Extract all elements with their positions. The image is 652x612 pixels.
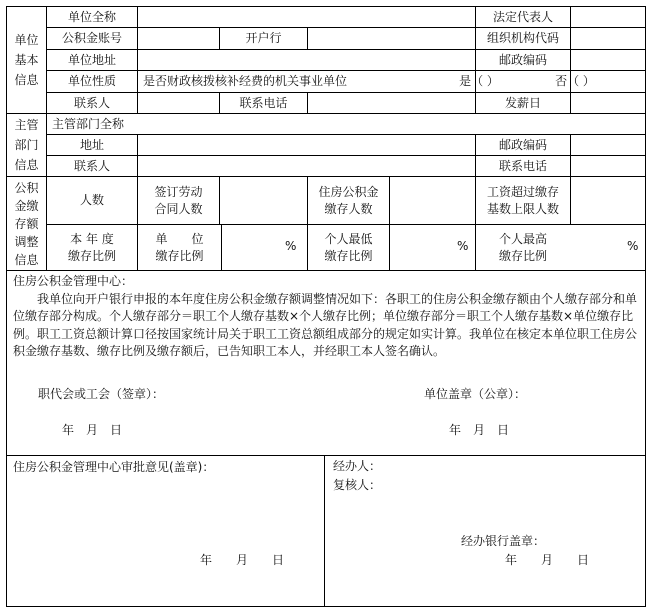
section-label-line: 部门 [14,138,39,152]
handler-label: 经办人： [333,459,382,473]
contract-count-field[interactable] [220,177,307,224]
declaration-addressee: 住房公积金管理中心： [13,274,134,288]
unit-address-label: 单位地址 [67,52,116,67]
authority-address-field[interactable] [138,135,475,155]
fund-account-label: 公积金账号 [61,31,122,45]
border-bottom [6,606,646,607]
label-line: 缴存人数 [324,201,373,216]
authority-section-label [7,114,46,176]
authority-contact-field[interactable] [138,156,475,176]
label-line: 合同人数 [154,201,203,216]
authority-contact-label: 联系人 [73,158,110,173]
union-date[interactable]: 年 月 日 [62,423,123,437]
rule [324,455,325,606]
contact-label: 联系人 [73,95,110,110]
personal-min-rate-label [308,225,389,270]
unit-seal-label: 单位盖章（公章）： [424,387,527,401]
bank-seal-date[interactable]: 年 月 日 [505,553,590,567]
label-line: 缴存比例 [324,248,373,263]
authority-name-label: 主管部门全称 [52,116,125,131]
section-label-line: 信息 [14,158,39,172]
depositor-count-field[interactable] [390,177,475,224]
rule [6,270,645,271]
label-line: 缴存比例 [498,248,547,263]
section-label-line: 单位 [14,33,39,47]
fiscal-no-option[interactable]: 否（ ） [555,74,595,88]
unit-rate-label [138,225,221,270]
label-line: 个人最高 [498,231,547,246]
fiscal-question: 是否财政核拨核补经费的机关事业单位 [143,74,348,88]
annual-rate-label [47,225,137,270]
fund-account-field[interactable] [138,28,219,49]
personal-min-percent: % [457,239,469,253]
declaration-text [13,273,639,361]
org-code-field[interactable] [571,28,645,49]
label-line: 缴存比例 [155,248,204,263]
label-line: 基数上限人数 [486,201,559,216]
border-right [645,6,646,607]
postcode-field[interactable] [571,50,645,70]
phone-field[interactable] [308,93,475,113]
over-cap-count-label [476,177,570,224]
label-line: 个人最低 [324,231,373,246]
unit-info-section-label [7,7,46,113]
reviewer-label: 复核人： [333,478,382,492]
section-label-line: 信息 [14,252,39,267]
bank-field[interactable] [308,28,475,49]
authority-phone-label: 联系电话 [498,158,547,173]
authority-phone-field[interactable] [571,156,645,176]
bank-label: 开户行 [245,31,282,45]
personal-max-rate-label [476,225,570,270]
label-line: 单 位 [155,231,204,246]
center-approval-label: 住房公积金管理中心审批意见(盖章)： [13,460,215,474]
label-line: 缴存比例 [67,248,116,263]
label-line: 本 年 度 [70,231,114,246]
union-signature-label: 职代会或工会（签章）： [38,387,165,401]
center-approval-date[interactable]: 年 月 日 [200,553,285,567]
adjustment-section-label [7,177,46,270]
depositor-count-label [308,177,389,224]
authority-postcode-field[interactable] [571,135,645,155]
unit-rate-percent: % [285,239,297,253]
postcode-label: 邮政编码 [498,52,547,67]
section-label-line: 基本 [14,53,39,67]
phone-label: 联系电话 [239,95,288,110]
authority-address-label: 地址 [79,137,104,152]
section-label-line: 存额 [14,216,39,231]
unit-seal-date[interactable]: 年 月 日 [449,423,510,437]
org-code-label: 组织机构代码 [486,31,559,45]
section-label-line: 调整 [14,234,39,249]
legal-rep-label: 法定代表人 [492,9,553,24]
section-label-line: 主管 [14,118,39,132]
section-label-line: 信息 [14,73,39,87]
over-cap-count-field[interactable] [571,177,645,224]
bank-seal-label: 经办银行盖章： [461,534,546,548]
contact-field[interactable] [138,93,219,113]
personal-max-percent: % [627,239,639,253]
unit-address-field[interactable] [138,50,475,70]
headcount-label: 人数 [79,193,104,207]
authority-postcode-label: 邮政编码 [498,137,547,152]
label-line: 住房公积金 [318,184,379,199]
unit-nature-label: 单位性质 [67,74,116,88]
rule [6,455,645,456]
unit-name-label: 单位全称 [67,9,116,24]
payday-label: 发薪日 [504,95,541,110]
declaration-body: 我单位向开户银行申报的本年度住房公积金缴存额调整情况如下：各职工的住房公积金缴存额由个人缴存部分和单位缴存部分构成。个人缴存部分＝职工个人缴存基数×个人缴存比例；单位缴存部分＝职工个人缴存基数×单位缴存比例。职工工资总额计算口径按国家统计局关于职工工资总额组成部分的规定如实计算。我单位在核定本单位职工住房公积金缴存基数、缴存比例及缴存额后，已告知职工本人，并经职工本人签名确认。 [13,291,638,358]
fiscal-yes-option[interactable]: 是（ ） [459,74,499,88]
payday-field[interactable] [571,93,645,113]
section-label-line: 金缴 [14,198,39,213]
contract-count-label [138,177,219,224]
label-line: 签订劳动 [154,184,203,199]
legal-rep-field[interactable] [571,7,645,27]
authority-name-field[interactable] [138,114,645,134]
section-label-line: 公积 [14,180,39,195]
unit-name-field[interactable] [138,7,475,27]
label-line: 工资超过缴存 [486,184,559,199]
